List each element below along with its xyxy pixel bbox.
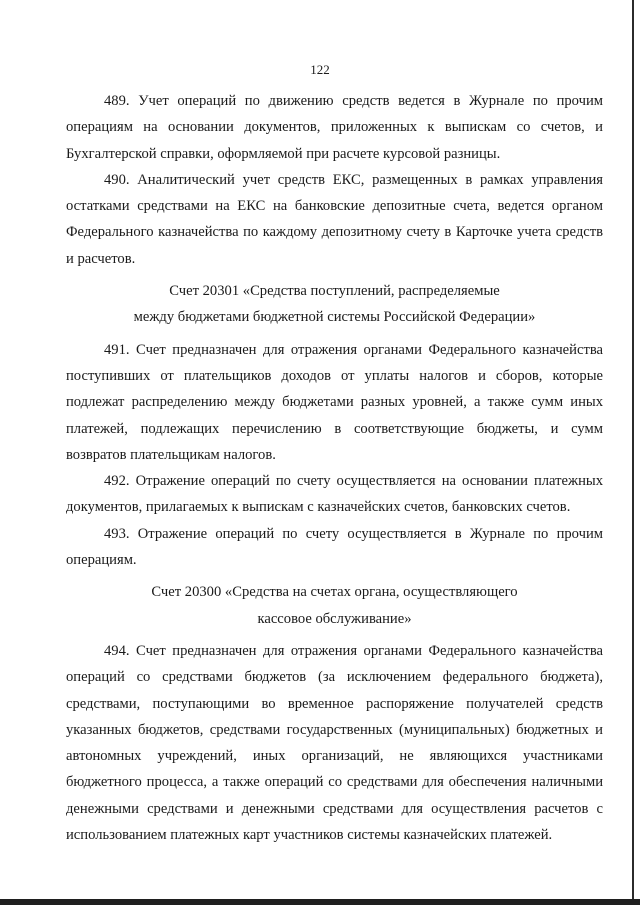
section-heading-20300 [66, 579, 603, 632]
document-body [66, 88, 603, 848]
section-heading-20300-line-1: Счет 20300 «Средства на счетах органа, осуществляющего [151, 584, 518, 601]
page-number: 122 [310, 62, 330, 77]
scan-edge-bottom [0, 899, 640, 905]
paragraph-491: 491. Счет предназначен для отражения органами Федерального казначейства поступивших от плательщиков доходов от уплаты налогов и сборов, которые подлежат распределению между бюджетами разных уровней, а также сумм иных платежей, подлежащих перечислению в соответствующие бюджеты, и сумм возвратов плательщикам налогов. [66, 341, 603, 463]
section-heading-20301-line-1: Счет 20301 «Средства поступлений, распределяемые [169, 283, 500, 300]
paragraph-492: 492. Отражение операций по счету осуществляется на основании платежных документов, прилагаемых к выпискам с казначейских счетов, банковских счетов. [66, 473, 603, 516]
paragraph-494: 494. Счет предназначен для отражения органами Федерального казначейства операций со средствами бюджетов (за исключением федерального бюджета), средствами, поступающими во временное распоряжение получателей средств указанных бюджетов, средствами государственных (муниципальных) бюджетных и автономных учреждений, иных организаций, не являющихся участниками бюджетного процесса, а также операций со средствами для обеспечения наличными денежными средствами и денежными средствами для осуществления расчетов с использованием платежных карт участников системы казначейских платежей. [66, 642, 603, 844]
scan-edge-right [632, 0, 634, 905]
paragraph-490: 490. Аналитический учет средств ЕКС, размещенных в рамках управления остатками средствами на ЕКС на банковские депозитные счета, ведется органом Федерального казначейства по каждому депозитному счету в Карточке учета средств и расчетов. [66, 171, 603, 267]
paragraph-489: 489. Учет операций по движению средств ведется в Журнале по прочим операциям на основании документов, приложенных к выпискам со счетов, и Бухгалтерской справки, оформляемой при расчете курсовой разницы. [66, 93, 603, 162]
section-heading-20301 [66, 278, 603, 331]
section-heading-20300-line-2: кассовое обслуживание» [257, 610, 412, 627]
paragraph-493: 493. Отражение операций по счету осуществляется в Журнале по прочим операциям. [66, 525, 603, 569]
section-heading-20301-line-2: между бюджетами бюджетной системы Российской Федерации» [133, 309, 536, 326]
